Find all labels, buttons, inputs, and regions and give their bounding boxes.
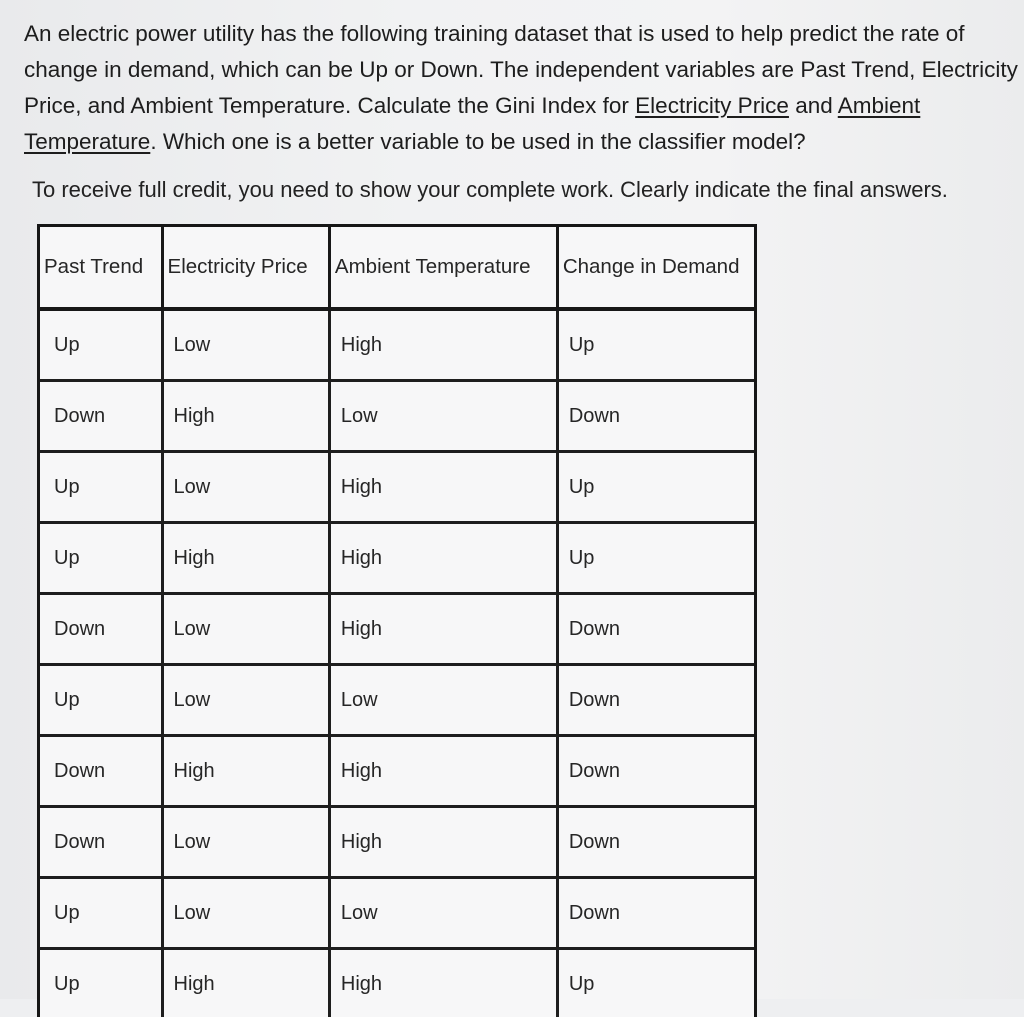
cell-change-in-demand: Up <box>557 309 754 381</box>
table-row <box>40 878 754 949</box>
cell-ambient-temperature: High <box>329 807 557 878</box>
table-row <box>40 665 754 736</box>
cell-past-trend: Down <box>40 807 162 878</box>
dataset-table <box>40 227 754 1017</box>
cell-ambient-temperature: High <box>329 309 557 381</box>
cell-change-in-demand: Down <box>557 736 754 807</box>
cell-ambient-temperature: Low <box>329 878 557 949</box>
cell-electricity-price: Low <box>162 594 329 665</box>
cell-change-in-demand: Down <box>557 594 754 665</box>
cell-ambient-temperature: High <box>329 523 557 594</box>
cell-past-trend: Up <box>40 665 162 736</box>
cell-past-trend: Up <box>40 878 162 949</box>
table-header-row <box>40 227 754 309</box>
cell-past-trend: Down <box>40 736 162 807</box>
header-ambient-temperature: Ambient Temperature <box>329 227 557 309</box>
cell-past-trend: Up <box>40 452 162 523</box>
dataset-table-container <box>37 224 757 1017</box>
cell-change-in-demand: Down <box>557 807 754 878</box>
cell-ambient-temperature: Low <box>329 665 557 736</box>
cell-change-in-demand: Up <box>557 949 754 1017</box>
cell-past-trend: Down <box>40 381 162 452</box>
cell-past-trend: Up <box>40 949 162 1017</box>
table-row <box>40 807 754 878</box>
table-row <box>40 523 754 594</box>
cell-ambient-temperature: High <box>329 949 557 1017</box>
instructions-text: To receive full credit, you need to show your complete work. Clearly indicate the final answers. <box>32 173 992 207</box>
cell-change-in-demand: Down <box>557 381 754 452</box>
table-row <box>40 309 754 381</box>
cell-ambient-temperature: High <box>329 736 557 807</box>
cell-electricity-price: High <box>162 949 329 1017</box>
header-past-trend: Past Trend <box>40 227 162 309</box>
cell-electricity-price: Low <box>162 807 329 878</box>
header-electricity-price: Electricity Price <box>162 227 329 309</box>
table-row <box>40 381 754 452</box>
cell-electricity-price: Low <box>162 665 329 736</box>
cell-electricity-price: Low <box>162 452 329 523</box>
question-part2: and <box>789 93 838 118</box>
cell-past-trend: Up <box>40 523 162 594</box>
table-row <box>40 452 754 523</box>
table-row <box>40 736 754 807</box>
question-part3: . Which one is a better variable to be used in the classifier model? <box>150 129 805 154</box>
electricity-price-link[interactable]: Electricity Price <box>635 93 789 118</box>
cell-change-in-demand: Up <box>557 452 754 523</box>
cell-electricity-price: High <box>162 523 329 594</box>
cell-change-in-demand: Up <box>557 523 754 594</box>
table-row <box>40 949 754 1017</box>
cell-past-trend: Up <box>40 309 162 381</box>
cell-electricity-price: High <box>162 381 329 452</box>
cell-electricity-price: Low <box>162 309 329 381</box>
ambient-temperature-link[interactable]: Ambient Temperature <box>24 93 920 154</box>
cell-electricity-price: Low <box>162 878 329 949</box>
cell-electricity-price: High <box>162 736 329 807</box>
question-part1: An electric power utility has the following training dataset that is used to help predict the rate of change in demand, which can be Up or Down. The independent variables are Past Trend, Electricity Price, and Ambient Temperature. Calculate the Gini Index for <box>24 21 1018 118</box>
cell-past-trend: Down <box>40 594 162 665</box>
question-text <box>24 16 1019 160</box>
header-change-in-demand: Change in Demand <box>557 227 754 309</box>
cell-ambient-temperature: High <box>329 594 557 665</box>
cell-change-in-demand: Down <box>557 878 754 949</box>
table-row <box>40 594 754 665</box>
cell-ambient-temperature: Low <box>329 381 557 452</box>
cell-change-in-demand: Down <box>557 665 754 736</box>
cell-ambient-temperature: High <box>329 452 557 523</box>
